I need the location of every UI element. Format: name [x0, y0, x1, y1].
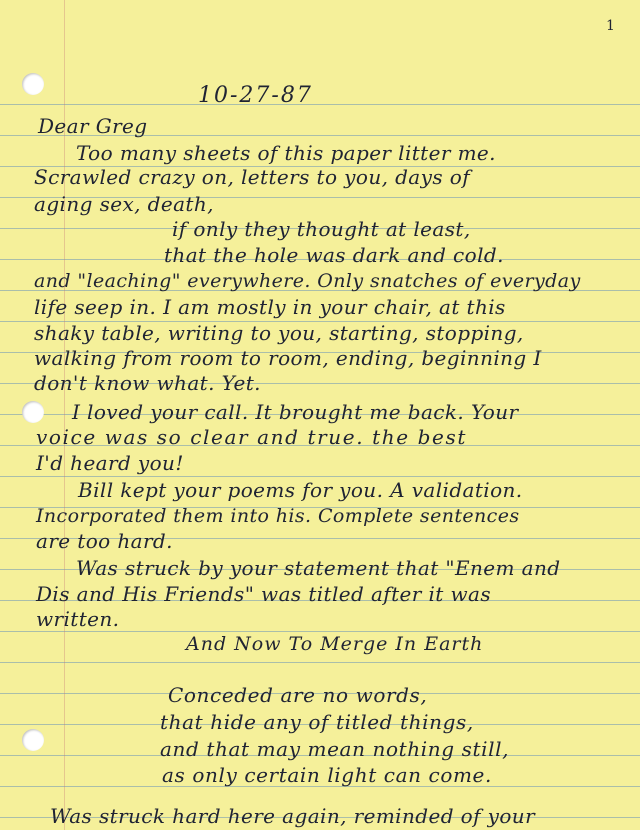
header-margin	[0, 0, 640, 74]
letter-date: 10-27-87	[198, 83, 313, 108]
paragraph-line: I'd heard you!	[36, 451, 184, 475]
paragraph-line: Too many sheets of this paper litter me.	[76, 141, 496, 165]
salutation: Dear Greg	[38, 114, 148, 138]
paragraph-line: shaky table, writing to you, starting, stopping,	[34, 321, 524, 345]
poem-line: that hide any of titled things,	[160, 710, 474, 734]
paragraph-line: voice was so clear and true. the best	[36, 425, 467, 449]
quote-line: if only they thought at least,	[172, 217, 471, 241]
paragraph-line: Incorporated them into his. Complete sentences	[36, 505, 520, 527]
paragraph-line: Scrawled crazy on, letters to you, days of	[34, 165, 470, 189]
quote-line: that the hole was dark and cold.	[164, 243, 504, 267]
punch-hole	[22, 729, 44, 751]
paragraph-line: life seep in. I am mostly in your chair, at this	[34, 295, 506, 319]
paragraph-line: walking from room to room, ending, beginning I	[34, 346, 542, 370]
poem-line: as only certain light can come.	[162, 763, 492, 787]
paragraph-line: Bill kept your poems for you. A validation.	[78, 478, 523, 502]
paragraph-line: Dis and His Friends" was titled after it was	[36, 582, 491, 606]
page-number: 1	[606, 18, 616, 34]
paragraph-line: I loved your call. It brought me back. Your	[72, 400, 519, 424]
poem-line: Conceded are no words,	[168, 683, 428, 707]
paragraph-line: Was struck by your statement that "Enem and	[76, 556, 561, 580]
punch-hole	[22, 401, 44, 423]
poem-title: And Now To Merge In Earth	[186, 633, 484, 655]
paragraph-line: don't know what. Yet.	[34, 371, 261, 395]
paragraph-line: written.	[36, 607, 120, 631]
paragraph-line: and "leaching" everywhere. Only snatches of everyday	[34, 270, 581, 292]
paragraph-line: are too hard.	[36, 529, 173, 553]
paragraph-line: aging sex, death,	[34, 192, 214, 216]
closing-line: Was struck hard here again, reminded of your	[50, 804, 536, 828]
punch-hole	[22, 73, 44, 95]
poem-line: and that may mean nothing still,	[160, 737, 510, 761]
